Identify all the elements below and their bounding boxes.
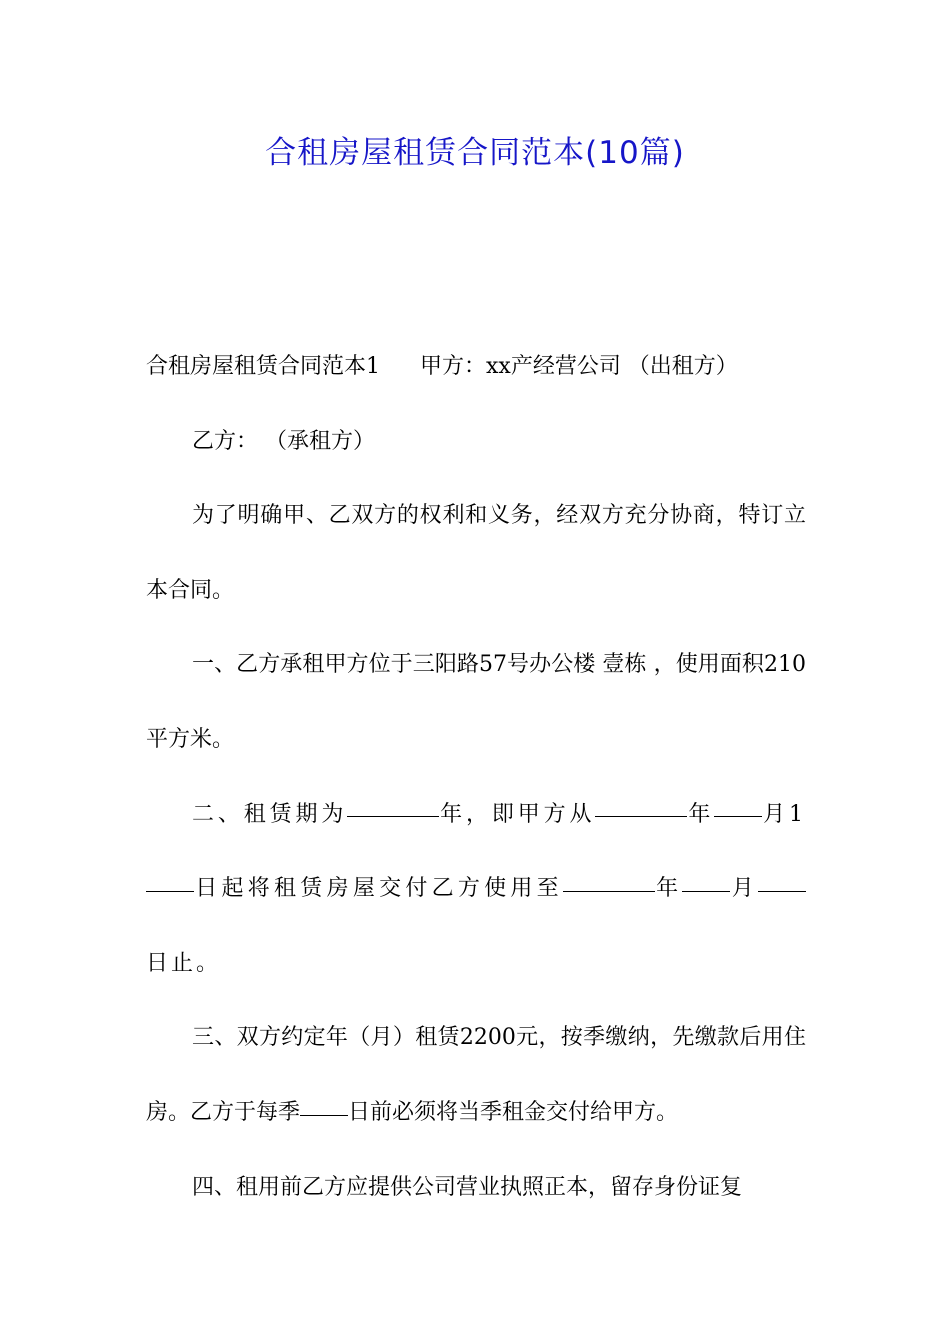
party-a: 甲方：xx产经营公司 （出租方） xyxy=(420,354,738,379)
blank-field xyxy=(758,891,806,892)
preamble-paragraph: 为了明确甲、乙双方的权利和义务，经双方充分协商，特订立本合同。 xyxy=(146,503,806,603)
clause-2-text: 年 xyxy=(687,801,715,827)
clause-2-text: 日止。 xyxy=(146,950,222,976)
blank-field xyxy=(347,816,439,817)
clause-2 xyxy=(146,778,806,1002)
intro-line xyxy=(146,330,806,405)
blank-field xyxy=(682,891,730,892)
clause-1: 一、乙方承租甲方位于三阳路57号办公楼 壹栋 ，使用面积210平方米。 xyxy=(146,652,806,752)
clause-3-text: 日前必须将当季租金交付给甲方。 xyxy=(348,1099,679,1125)
clause-2-text: 年，即甲方从 xyxy=(439,801,596,827)
clause-2-text: 二、租赁期为 xyxy=(192,801,348,827)
clause-3 xyxy=(146,1001,806,1150)
clause-3-text: 三、双方约定年（月）租赁2200元，按季缴纳，先缴款后用住房。乙方于每季 xyxy=(146,1025,806,1125)
clause-2-text: 日起将租赁房屋交付乙方使用至 xyxy=(194,876,563,902)
party-b: 乙方： （承租方） xyxy=(192,428,375,454)
document-title: 合租房屋租赁合同范本(10篇) xyxy=(265,135,685,171)
blank-field xyxy=(595,816,687,817)
blank-field xyxy=(300,1115,348,1116)
blank-field xyxy=(563,891,655,892)
clause-4: 四、租用前乙方应提供公司营业执照正本，留存身份证复 xyxy=(192,1174,743,1200)
contract-heading: 合租房屋租赁合同范本1 xyxy=(146,354,380,379)
clause-2-text: 年 xyxy=(654,876,683,902)
clause-2-text: 月 xyxy=(730,876,758,902)
document-body xyxy=(146,330,806,1225)
blank-field xyxy=(714,816,762,817)
blank-field xyxy=(146,891,194,892)
clause-2-text: 月1 xyxy=(762,801,806,827)
